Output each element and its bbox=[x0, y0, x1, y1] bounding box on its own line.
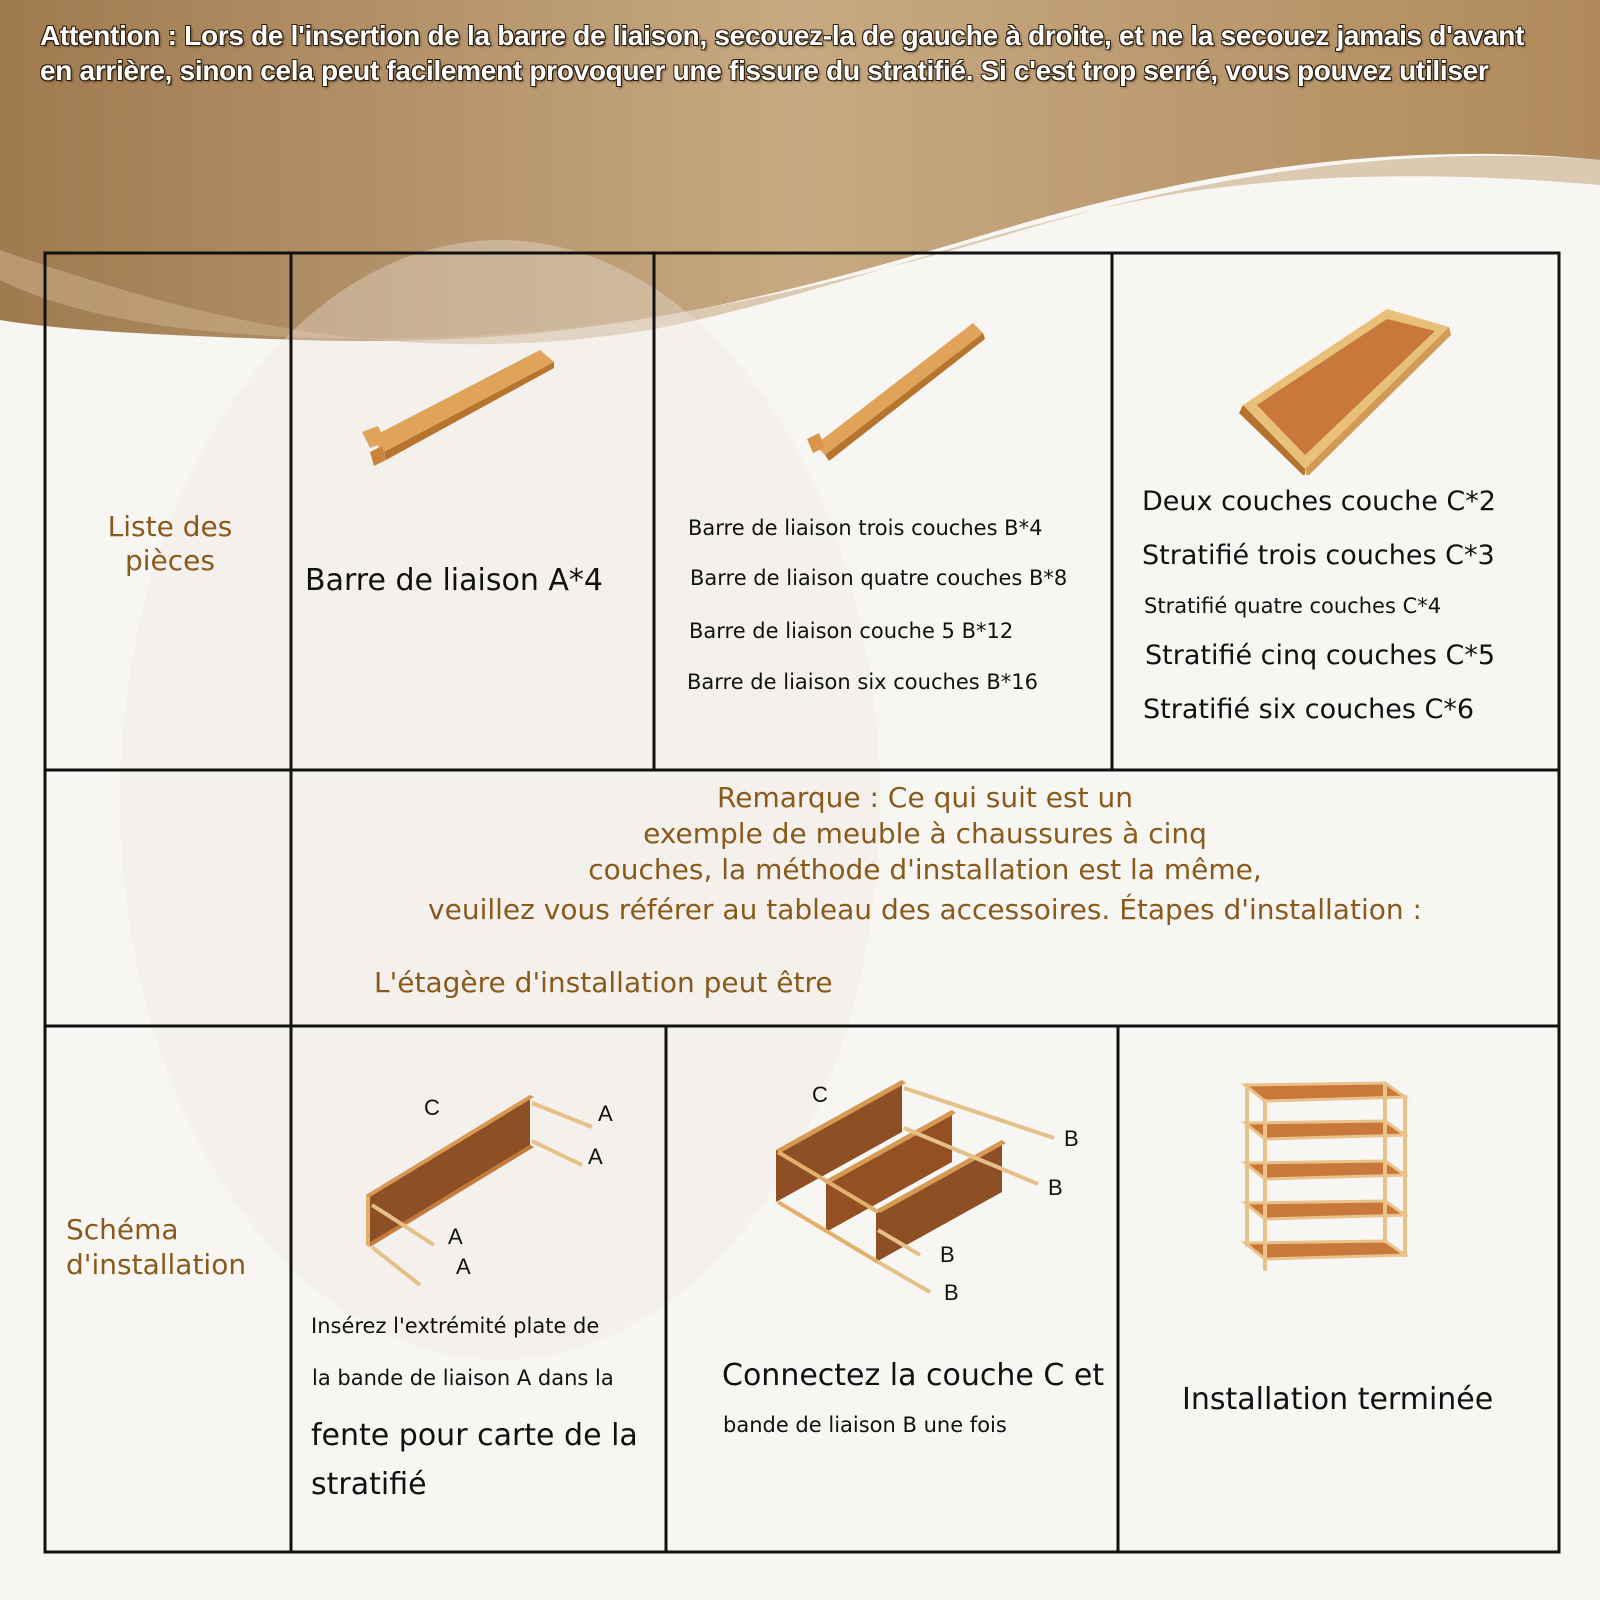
step2-label-b1: B bbox=[1064, 1126, 1079, 1151]
step3-shelf-illustration bbox=[1235, 1075, 1415, 1285]
bar-b-label-3: Barre de liaison couche 5 B*12 bbox=[689, 619, 1014, 643]
bar-a-label: Barre de liaison A*4 bbox=[305, 563, 604, 598]
bar-b-label-4: Barre de liaison six couches B*16 bbox=[687, 670, 1038, 694]
bar-b-illustration bbox=[805, 315, 995, 465]
laminate-c-label-5: Stratifié six couches C*6 bbox=[1143, 694, 1475, 725]
bar-a-illustration bbox=[360, 340, 570, 480]
step1-illustration bbox=[360, 1085, 630, 1305]
bar-b-label-2: Barre de liaison quatre couches B*8 bbox=[690, 566, 1068, 590]
step3-caption: Installation terminée bbox=[1182, 1382, 1494, 1417]
step2-label-b4: B bbox=[944, 1280, 959, 1305]
remark-block bbox=[300, 780, 1550, 928]
step1-label-a1: A bbox=[598, 1101, 613, 1126]
laminate-c-label-1: Deux couches couche C*2 bbox=[1142, 486, 1496, 517]
step2-illustration bbox=[770, 1080, 1090, 1320]
laminate-c-label-4: Stratifié cinq couches C*5 bbox=[1145, 640, 1496, 671]
remark-line-1: Remarque : Ce qui suit est un bbox=[717, 781, 1133, 814]
parts-heading: Liste des pièces bbox=[107, 510, 233, 577]
install-heading: Schéma d'installation bbox=[66, 1213, 247, 1281]
laminate-c-illustration bbox=[1235, 305, 1455, 475]
remark-line-3: couches, la méthode d'installation est la même, bbox=[588, 853, 1262, 886]
laminate-c-label-2: Stratifié trois couches C*3 bbox=[1142, 540, 1495, 571]
step2-line-1: Connectez la couche C et bbox=[722, 1358, 1105, 1393]
laminate-c-label-3: Stratifié quatre couches C*4 bbox=[1144, 594, 1442, 618]
step1-label-a2: A bbox=[588, 1144, 603, 1169]
step2-label-b3: B bbox=[940, 1242, 955, 1267]
bar-b-label-1: Barre de liaison trois couches B*4 bbox=[688, 516, 1043, 540]
step1-line-4: stratifié bbox=[311, 1467, 427, 1502]
step1-label-a3: A bbox=[448, 1224, 463, 1249]
remark-extra: L'étagère d'installation peut être bbox=[374, 966, 833, 999]
notice-text: Attention : Lors de l'insertion de la barre de liaison, secouez-la de gauche à droite, et ne la secouez jamais d'avant en arrière, sinon cela peut facilement provoquer une fissure du stratifié. Si c'est trop serré, vous pouvez utiliser bbox=[40, 20, 1525, 86]
step2-label-c: C bbox=[812, 1082, 828, 1107]
step1-line-1: Insérez l'extrémité plate de bbox=[311, 1314, 600, 1338]
remark-line-4: veuillez vous référer au tableau des accessoires. Étapes d'installation : bbox=[428, 893, 1422, 926]
step1-label-c: C bbox=[424, 1095, 440, 1120]
step1-line-2: la bande de liaison A dans la bbox=[312, 1366, 614, 1390]
step2-line-2: bande de liaison B une fois bbox=[723, 1413, 1007, 1437]
remark-line-2: exemple de meuble à chaussures à cinq bbox=[643, 817, 1207, 850]
step2-label-b2: B bbox=[1048, 1175, 1063, 1200]
step1-label-a4: A bbox=[456, 1254, 471, 1279]
step1-line-3: fente pour carte de la bbox=[311, 1418, 638, 1453]
